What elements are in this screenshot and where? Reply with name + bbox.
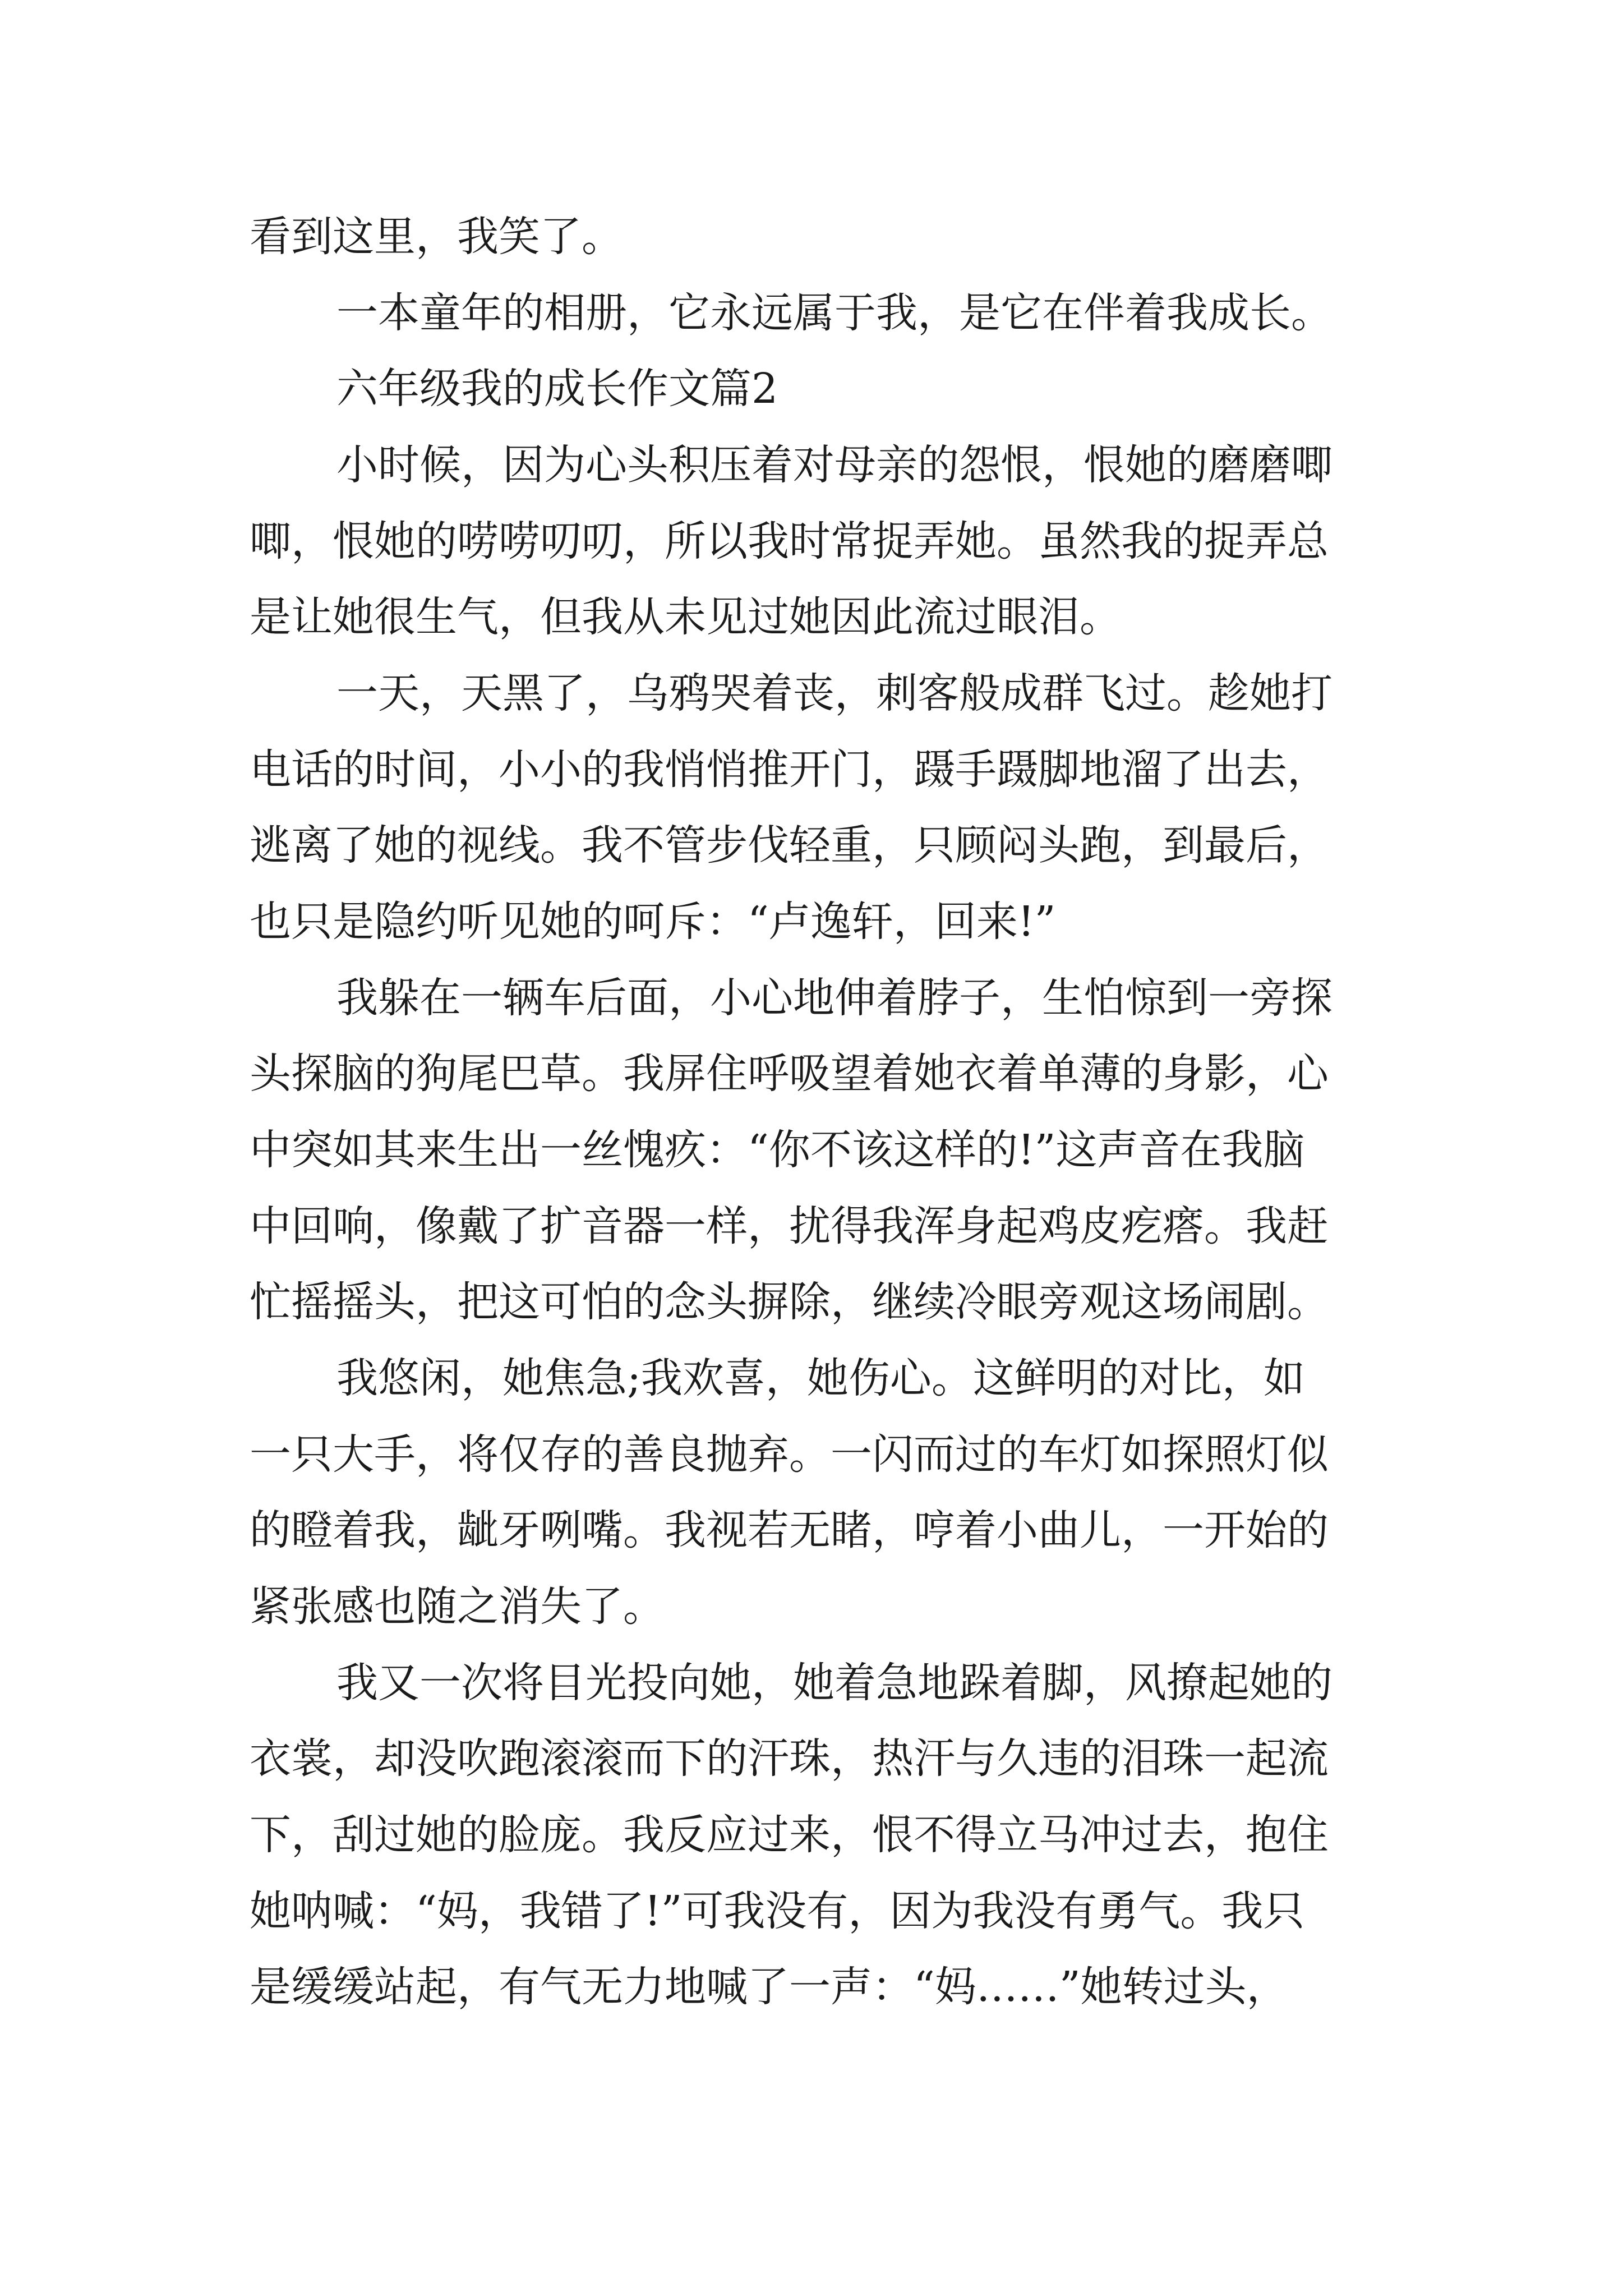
text-line: 她呐喊：“妈，我错了!”可我没有，因为我没有勇气。我只 bbox=[250, 1887, 1305, 1935]
text-line: 一天，天黑了，乌鸦哭着丧，刺客般成群飞过。趁她打 bbox=[336, 669, 1332, 717]
text-line: 下，刮过她的脸庞。我反应过来，恨不得立马冲过去，抱住 bbox=[250, 1811, 1329, 1859]
text-line: 的瞪着我，龇牙咧嘴。我视若无睹，哼着小曲儿，一开始的 bbox=[250, 1506, 1329, 1554]
text-line: 中突如其来生出一丝愧疚：“你不该这样的!”这声音在我脑 bbox=[250, 1126, 1305, 1174]
text-line: 小时候，因为心头积压着对母亲的怨恨，恨她的磨磨唧 bbox=[336, 441, 1332, 489]
text-line: 忙摇摇头，把这可怕的念头摒除，继续冷眼旁观这场闹剧。 bbox=[250, 1278, 1329, 1326]
text-line: 紧张感也随之消失了。 bbox=[250, 1582, 665, 1631]
text-line: 我躲在一辆车后面，小心地伸着脖子，生怕惊到一旁探 bbox=[336, 974, 1332, 1022]
text-line: 一只大手，将仅存的善良抛弃。一闪而过的车灯如探照灯似 bbox=[250, 1430, 1329, 1479]
text-line: 头探脑的狗尾巴草。我屏住呼吸望着她衣着单薄的身影，心 bbox=[250, 1050, 1329, 1098]
text-line: 电话的时间，小小的我悄悄推开门，蹑手蹑脚地溜了出去， bbox=[250, 746, 1329, 794]
text-line: 唧，恨她的唠唠叨叨，所以我时常捉弄她。虽然我的捉弄总 bbox=[250, 517, 1329, 565]
text-line: 也只是隐约听见她的呵斥：“卢逸轩，回来!” bbox=[250, 898, 1056, 946]
text-line: 是让她很生气，但我从未见过她因此流过眼泪。 bbox=[250, 593, 1121, 641]
text-line: 衣裳，却没吹跑滚滚而下的汗珠，热汗与久违的泪珠一起流 bbox=[250, 1734, 1329, 1783]
text-line: 我又一次将目光投向她，她着急地跺着脚，风撩起她的 bbox=[336, 1659, 1332, 1707]
text-line: 中回响，像戴了扩音器一样，扰得我浑身起鸡皮疙瘩。我赶 bbox=[250, 1202, 1329, 1250]
text-line: 我悠闲，她焦急;我欢喜，她伤心。这鲜明的对比，如 bbox=[336, 1354, 1305, 1402]
text-line: 看到这里，我笑了。 bbox=[250, 213, 623, 261]
text-line: 一本童年的相册，它永远属于我，是它在伴着我成长。 bbox=[336, 289, 1332, 337]
text-line: 是缓缓站起，有气无力地喊了一声：“妈……”她转过头， bbox=[250, 1963, 1288, 2011]
section-heading: 六年级我的成长作文篇2 bbox=[336, 365, 778, 413]
text-line: 逃离了她的视线。我不管步伐轻重，只顾闷头跑，到最后， bbox=[250, 821, 1329, 869]
